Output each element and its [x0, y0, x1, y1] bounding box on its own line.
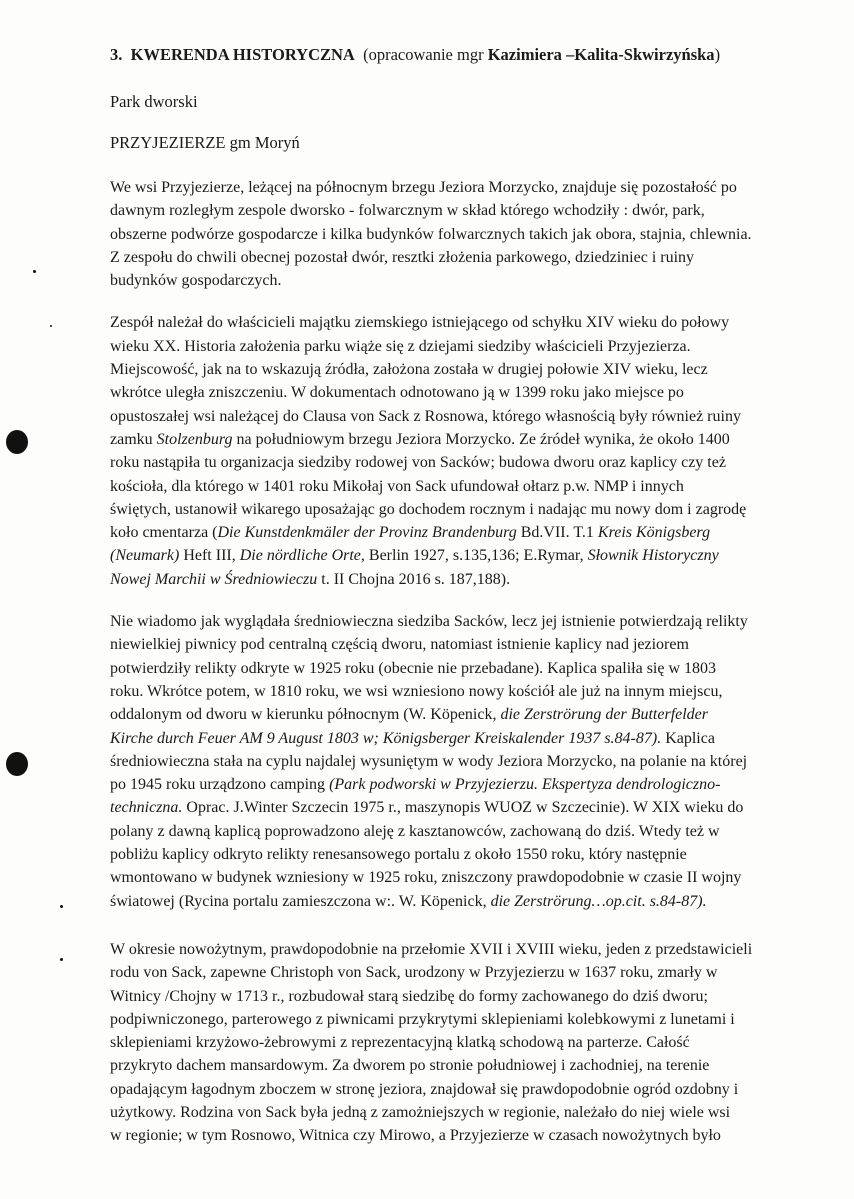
text-run: zamku [110, 430, 157, 448]
text-run: użytkowy. Rodzina von Sack była jedną z zamożniejszych w regionie, należało do niej wiele wsi [110, 1103, 731, 1121]
text-run: obszerne podwórze gospodarcze i kilka budynków folwarcznych takich jak obora, stajnia, chlewnia. [110, 225, 752, 243]
text-line [110, 381, 800, 404]
punch-hole-mark [6, 752, 28, 776]
paragraphs-container [110, 176, 800, 1148]
section-title: KWERENDA HISTORYCZNA [130, 45, 355, 64]
text-run: po 1945 roku urządzono camping [110, 776, 330, 794]
text-line [110, 985, 800, 1008]
text-run: na południowym brzegu Jeziora Morzycko. Ze źródeł wynika, że około 1400 [232, 430, 730, 448]
text-line [110, 199, 800, 222]
italic-text: die Zerströrung der Butterfelder [500, 706, 709, 724]
italic-text: (Park podworski w Przyjezierzu. Ekspertyza dendrologiczno- [329, 776, 721, 794]
text-line [110, 246, 800, 269]
text-line [110, 796, 800, 819]
text-line [110, 773, 800, 796]
subheading: Park dworski [110, 92, 198, 111]
text-line [110, 1054, 800, 1077]
text-line [110, 680, 800, 703]
text-run: We wsi Przyjezierze, leżącej na północnym brzegu Jeziora Morzycko, znajduje się pozostałość po [110, 179, 737, 196]
italic-text: Kreis Königsberg [597, 524, 711, 542]
text-run: potwierdziły relikty odkryte w 1925 roku (obecnie nie przebadane). Kaplica spaliła się w 1803 [110, 659, 717, 677]
text-line [110, 938, 800, 961]
text-line [110, 657, 800, 680]
text-line [110, 568, 800, 591]
text-line [110, 890, 800, 913]
italic-text: Nowej Marchii w Średniowieczu [110, 570, 318, 588]
text-run: rodu von Sack, zapewne Christoph von Sack, urodzony w Przyjezierzu w 1637 roku, zmarły w [110, 964, 718, 982]
text-line [110, 335, 800, 358]
text-run: podpiwniczonego, parterowego z piwnicami przykrytymi sklepieniami kolebkowymi z lunetami i [110, 1010, 735, 1028]
italic-text: (Neumark) [110, 547, 180, 565]
text-run: Nie wiadomo jak wyglądała średniowieczna siedziba Sacków, lecz jej istnienie potwierdzają relikty [110, 613, 748, 631]
italic-text: Stolzenburg [156, 430, 233, 448]
text-run: oddalonym od dworu w kierunku północnym (W. Köpenick, [110, 706, 501, 724]
text-run: przykryto dachem mansardowym. Za dworem po stronie południowej i zachodniej, na terenie [110, 1057, 710, 1075]
text-run: w regionie; w tym Rosnowo, Witnica czy Mirowo, a Przyjezierze w czasach nowożytnych było [110, 1127, 721, 1145]
text-line [110, 451, 800, 474]
text-run: Bd.VII. T.1 [516, 524, 598, 542]
text-run: opustoszałej wsi należącej do Clausa von Sack z Rosnowa, którego własnością były również ruiny [110, 407, 741, 425]
punch-hole-mark [6, 430, 28, 454]
text-run: roku nastąpiła tu organizacja siedziby rodowej von Sacków; budowa dworu oraz kaplicy czy też [110, 454, 726, 472]
section-number: 3. [110, 45, 123, 64]
text-run: t. II Chojna 2016 s. 187,188). [317, 570, 511, 588]
text-line [110, 843, 800, 866]
italic-text: Die nördliche Orte, [239, 547, 365, 565]
text-line [110, 610, 800, 633]
text-run: sklepieniami krzyżowo-żebrowymi z reprezentacyjną klatką schodową na parterze. Całość [110, 1034, 690, 1052]
italic-text: Die Kunstdenkmäler der Provinz Brandenburg [217, 524, 517, 542]
text-run: budynków gospodarczych. [110, 272, 282, 290]
text-line [110, 1031, 800, 1054]
text-run: Zespół należał do właścicieli majątku ziemskiego istniejącego od schyłku XIV wieku do połowy [110, 314, 730, 332]
text-line [110, 544, 800, 567]
text-line [110, 1101, 800, 1124]
paragraph [110, 176, 800, 292]
text-line [110, 1078, 800, 1101]
paragraph [110, 610, 800, 913]
scan-mark [33, 270, 36, 273]
text-line [110, 633, 800, 656]
scan-mark [50, 325, 52, 327]
text-run: koło cmentarza ( [110, 524, 218, 542]
scan-mark [60, 958, 63, 961]
text-run: pobliżu kaplicy odkryto relikty renesansowego portalu z około 1550 roku, który następnie [110, 846, 687, 864]
text-line [110, 961, 800, 984]
text-run: wmontowano w budynek wzniesiony w 1925 roku, zniszczony prawdopodobnie w czasie II wojny [110, 869, 742, 887]
text-run: polany z dawną kaplicą poprowadzono aleję z kasztanowców, zachowaną do dziś. Wtedy też w [110, 822, 720, 840]
text-line [110, 428, 800, 451]
text-line [110, 1124, 800, 1147]
text-line [110, 820, 800, 843]
section-heading [110, 44, 800, 66]
location-heading: PRZYJEZIERZE gm Moryń [110, 133, 300, 152]
italic-text: Słownik Historyczny [587, 547, 719, 565]
author-prefix: (opracowanie mgr [363, 45, 484, 64]
text-line [110, 727, 800, 750]
text-run: średniowieczna stała na cyplu najdalej wysuniętym w wody Jeziora Morzycko, na polanie na której [110, 752, 748, 770]
text-run: kościoła, dla którego w 1401 roku Mikołaj von Sack ufundował ołtarz p.w. NMP i innych [110, 477, 684, 495]
text-line [110, 521, 800, 544]
text-line [110, 866, 800, 889]
text-line [110, 703, 800, 726]
text-line [110, 223, 800, 246]
text-run: niewielkiej piwnicy pod centralną częścią dworu, natomiast istnienie kaplicy nad jeziorem [110, 636, 689, 654]
text-run: opadającym łagodnym zboczem w stronę jeziora, znajdował się prawdopodobnie ogród ozdobny i [110, 1080, 739, 1098]
text-run: światowej (Rycina portalu zamieszczona w:. W. Köpenick, [110, 892, 491, 910]
text-run: Witnicy /Chojny w 1713 r., rozbudował starą siedzibę do formy zachowanego do dziś dworu; [110, 987, 708, 1005]
text-run: Heft III, [179, 547, 240, 565]
author-name: Kazimiera –Kalita-Skwirzyńska [487, 45, 715, 64]
paragraph [110, 938, 800, 1148]
text-line [110, 176, 800, 199]
text-line [110, 1008, 800, 1031]
text-line [110, 475, 800, 498]
text-run: Miejscowość, jak na to wskazują źródła, założona została w drugiej połowie XIV wieku, lecz [110, 361, 708, 379]
text-line [110, 311, 800, 334]
text-run: roku. Wkrótce potem, w 1810 roku, we wsi wzniesiono nowy kościół ale już na innym miejscu, [110, 682, 723, 700]
text-run: Oprac. J.Winter Szczecin 1975 r., maszynopis WUOZ w Szczecinie). W XIX wieku do [182, 799, 744, 817]
paragraph [110, 311, 800, 591]
italic-text: Kirche durch Feuer AM 9 August 1803 w; Königsberger Kreiskalender 1937 s.84-87). [110, 729, 662, 747]
text-line [110, 750, 800, 773]
italic-text: die Zerströrung…op.cit. s.84-87). [490, 892, 707, 910]
text-run: Kaplica [661, 729, 715, 747]
text-run: dawnym rozległym zespole dworsko - folwarcznym w skład którego wchodziły : dwór, park, [110, 202, 705, 220]
text-line [110, 358, 800, 381]
text-line [110, 405, 800, 428]
scan-mark [60, 905, 63, 908]
text-run: świętych, ustanowił wikarego uposażając go dochodem rocznym i nadając mu nowy dom i zagrodę [110, 500, 747, 518]
text-run: Berlin 1927, s.135,136; E.Rymar, [364, 547, 588, 565]
text-run: Z zespołu do chwili obecnej pozostał dwór, resztki złożenia parkowego, dziedziniec i ruiny [110, 248, 695, 266]
text-run: wieku XX. Historia założenia parku wiąże się z dziejami siedziby właścicieli Przyjezierza. [110, 337, 691, 355]
document-body [110, 44, 800, 1148]
text-line [110, 498, 800, 521]
author-suffix: ) [714, 45, 721, 64]
text-run: wkrótce uległa zniszczeniu. W dokumentach odnotowano ją w 1399 roku jako miejsce po [110, 384, 684, 402]
italic-text: techniczna. [110, 799, 183, 817]
text-run: W okresie nowożytnym, prawdopodobnie na przełomie XVII i XVIII wieku, jeden z przedstawicieli [110, 940, 753, 958]
text-line [110, 269, 800, 292]
